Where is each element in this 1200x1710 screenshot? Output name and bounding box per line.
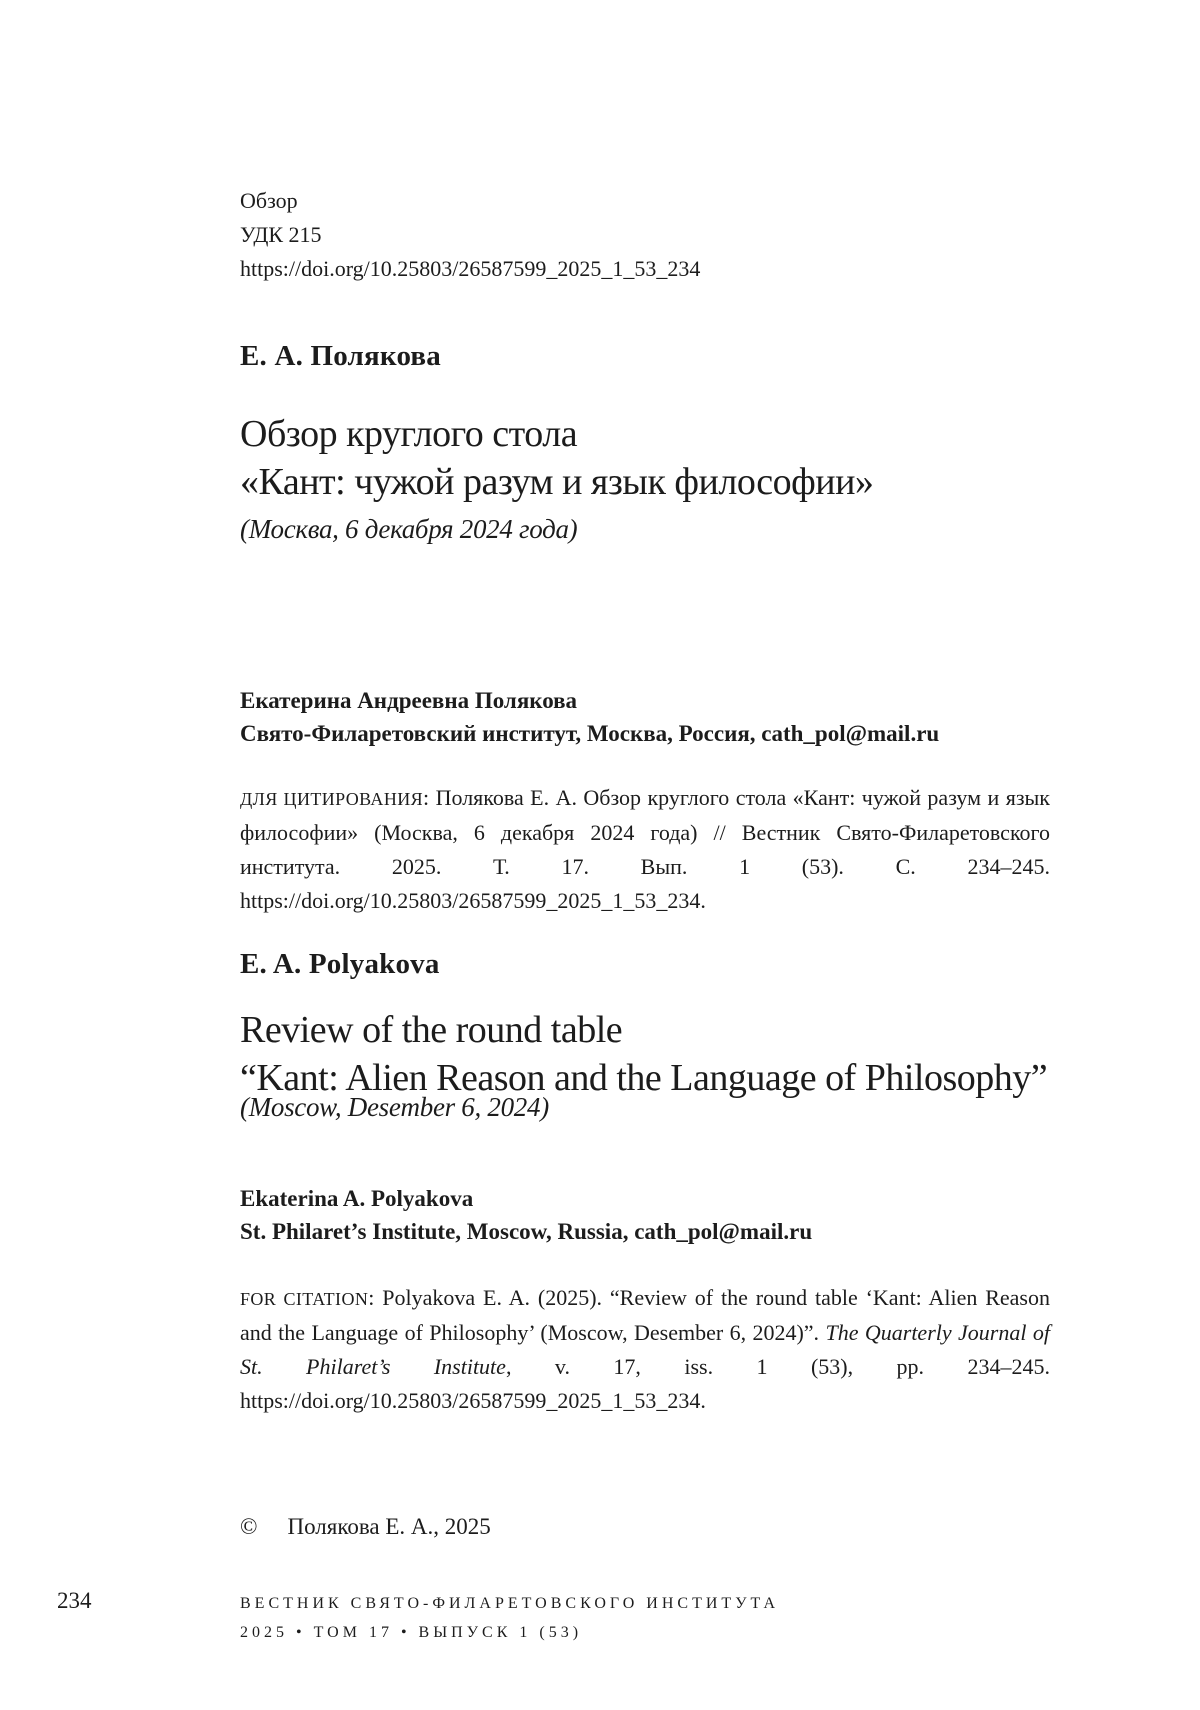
copyright-text: Полякова Е. А., 2025 [287,1514,491,1539]
article-title-en [240,1006,1050,1102]
citation-label-en: FOR CITATION [240,1289,369,1309]
article-meta-block [240,184,1050,286]
article-title-ru-line1: Обзор круглого стола [240,413,578,455]
article-title-en-line2: “Kant: Alien Reason and the Language of Philosophy” [240,1057,1048,1099]
author-affiliation-en: St. Philaret’s Institute, Moscow, Russia, cath_pol@mail.ru [240,1219,813,1244]
author-affiliation-ru: Свято-Филаретовский институт, Москва, Россия, cath_pol@mail.ru [240,721,940,746]
author-name-ru: Екатерина Андреевна Полякова [240,688,578,713]
citation-ru [240,781,1050,918]
journal-issue-footer: 2025 • ТОМ 17 • ВЫПУСК 1 (53) [240,1624,583,1641]
article-title-en-line1: Review of the round table [240,1009,623,1051]
copyright-symbol: © [240,1514,258,1539]
page-number: 234 [57,1588,92,1613]
citation-en [240,1281,1050,1418]
citation-label-ru: ДЛЯ ЦИТИРОВАНИЯ [240,789,424,809]
citation-text-en-before: : Polyakova E. A. (2025). “Review of the round table ‘Kant: Alien Reason and the Language of Philosophy’ (Moscow, Desember 6, 2024)”. [240,1285,1050,1345]
article-type-label: Обзор [240,188,298,213]
author-heading-en: E. A. Polyakova [240,948,440,980]
citation-text-ru: : Полякова Е. А. Обзор круглого стола «Кант: чужой разум и язык философии» (Москва, 6 декабря 2024 года) // Вестник Свято-Филаретовского института. 2025. Т. 17. Вып. 1 (53). С. 234–245. https://doi.org/10.25803/26587599_2025_1_53_234. [240,785,1050,913]
journal-name-footer: ВЕСТНИК СВЯТО-ФИЛАРЕТОВСКОГО ИНСТИТУТА [240,1595,780,1612]
udc-label: УДК 215 [240,222,322,247]
author-info-ru [240,684,1050,750]
citation-journal-name-en: The Quarterly Journal of St. Philaret’s Institute [240,1320,1050,1379]
author-info-en [240,1182,1050,1248]
article-subtitle-en: (Moscow, Desember 6, 2024) [240,1092,549,1122]
journal-footer [240,1589,1050,1647]
author-name-en: Ekaterina A. Polyakova [240,1186,474,1211]
copyright-line [240,1514,1050,1540]
doi-link[interactable]: https://doi.org/10.25803/26587599_2025_1_53_234 [240,256,701,281]
article-title-ru [240,410,1050,506]
article-title-ru-line2: «Кант: чужой разум и язык философии» [240,461,874,503]
author-heading-ru: Е. А. Полякова [240,340,441,372]
article-subtitle-ru: (Москва, 6 декабря 2024 года) [240,514,578,544]
citation-text-en-after: , v. 17, iss. 1 (53), pp. 234–245. https://doi.org/10.25803/26587599_2025_1_53_234. [240,1354,1050,1413]
